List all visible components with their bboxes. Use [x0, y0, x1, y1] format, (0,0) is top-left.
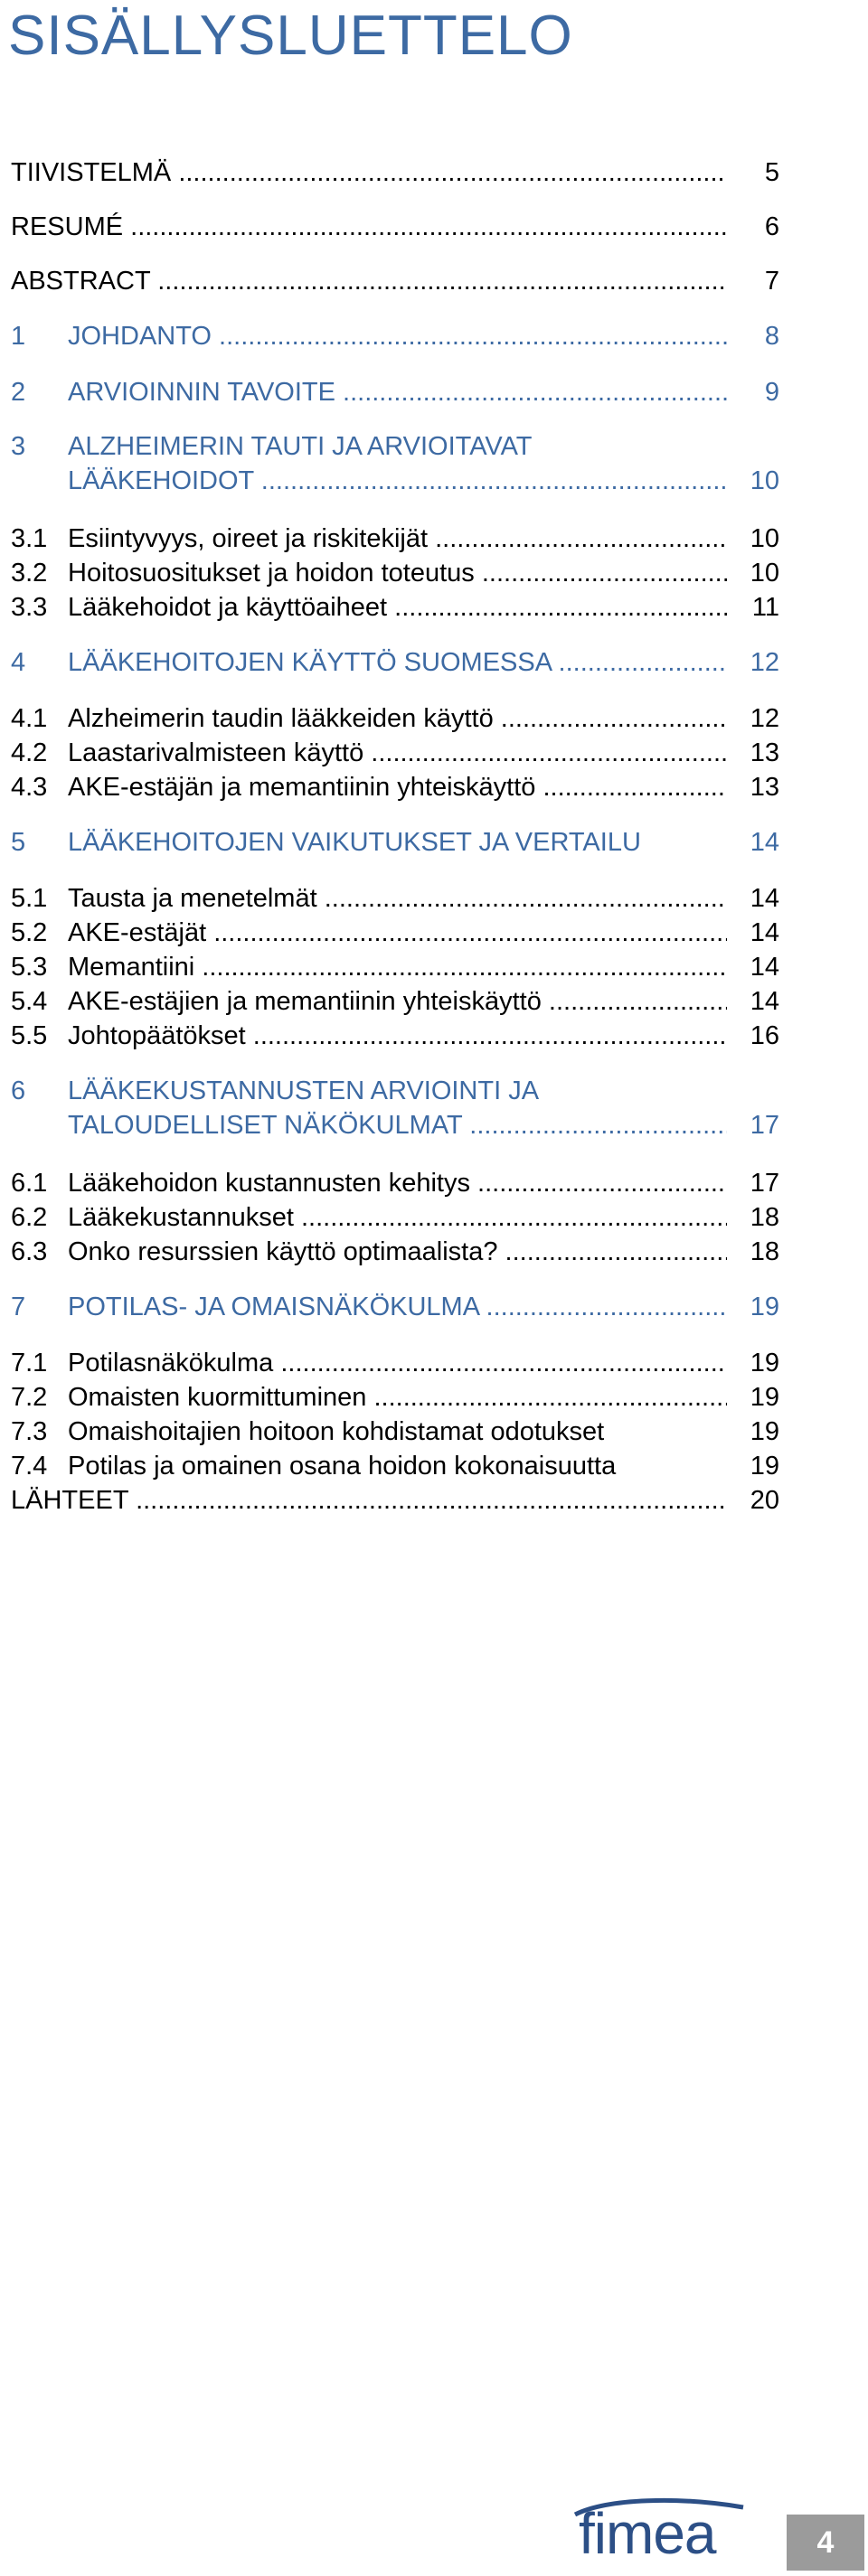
toc-entry-line	[11, 1346, 779, 1380]
toc-entry-number: 3.3	[11, 593, 48, 622]
toc-entry-title: Tausta ja menetelmät .....	[68, 881, 727, 916]
toc-entry-title: Laastarivalmisteen käyttö .....	[68, 736, 727, 770]
toc-entry-number: 4	[11, 648, 26, 677]
toc-entry-page-number: 10	[727, 522, 779, 556]
toc-entry-number: 6.3	[11, 1237, 48, 1266]
toc-entry-title: LÄÄKEKUSTANNUSTEN ARVIOINTI JA	[68, 1076, 540, 1105]
toc-entry-line	[11, 264, 779, 298]
toc-entry-page-number: 19	[727, 1380, 779, 1415]
toc-entry[interactable]	[11, 950, 779, 984]
toc-entry-title: Hoitosuositukset ja hoidon toteutus .....	[68, 556, 727, 590]
toc-entry-page-number: 7	[727, 264, 779, 298]
toc-entry-number: 7	[11, 1293, 26, 1321]
toc-entry-title: AKE-estäjän ja memantiinin yhteiskäyttö .....	[68, 770, 727, 804]
toc-entry-title: LÄÄKEHOIDOT .....	[68, 464, 727, 498]
toc-entry[interactable]	[11, 1290, 779, 1324]
toc-entry-title: Omaisten kuormittuminen .....	[68, 1380, 727, 1415]
toc-entry-line	[11, 1108, 779, 1142]
toc-entry-title: LÄÄKEHOITOJEN VAIKUTUKSET JA VERTAILU	[68, 828, 641, 857]
toc-entry[interactable]	[11, 1235, 779, 1269]
toc-entry-number: 3.1	[11, 524, 48, 553]
toc-entry-page-number: 14	[727, 916, 779, 950]
toc-entry-title: Potilas ja omainen osana hoidon kokonaisuutta	[68, 1452, 617, 1481]
toc-entry-page-number: 10	[727, 556, 779, 590]
toc-entry-line	[11, 1290, 779, 1324]
toc-entry-title: TIIVISTELMÄ .....	[11, 155, 727, 190]
toc-entry-page-number: 10	[727, 464, 779, 498]
toc-entry-page-number: 17	[727, 1108, 779, 1142]
fimea-logo	[571, 2495, 752, 2567]
toc-entry-page-number: 8	[727, 319, 779, 353]
toc-entry-line	[11, 950, 779, 984]
toc-entry[interactable]	[11, 155, 779, 190]
toc-entry-line	[11, 429, 779, 464]
toc-entry-line	[11, 825, 779, 860]
toc-entry-title: ALZHEIMERIN TAUTI JA ARVIOITAVAT	[68, 432, 533, 461]
toc-entry-number: 5.1	[11, 884, 48, 913]
toc-entry[interactable]	[11, 429, 779, 498]
toc-entry-title: AKE-estäjien ja memantiinin yhteiskäyttö .....	[68, 984, 727, 1019]
toc-entry-line	[11, 1200, 779, 1235]
toc-entry-title: AKE-estäjät .....	[68, 916, 727, 950]
toc-entry-number: 7.2	[11, 1383, 48, 1412]
toc-entry[interactable]	[11, 1449, 779, 1483]
toc-entry-title: Alzheimerin taudin lääkkeiden käyttö .....	[68, 701, 727, 736]
toc-entry[interactable]	[11, 736, 779, 770]
toc-entry-line	[11, 1449, 779, 1483]
toc-entry-line	[11, 1415, 779, 1449]
toc-entry-page-number: 12	[727, 701, 779, 736]
toc-entry-line	[11, 375, 779, 409]
toc-entry-title: Lääkehoidon kustannusten kehitys .....	[68, 1166, 727, 1200]
toc-entry-title: LÄÄKEHOITOJEN KÄYTTÖ SUOMESSA .....	[68, 645, 727, 680]
toc-entry-page-number: 19	[727, 1290, 779, 1324]
toc-entry-line	[11, 1483, 779, 1518]
toc-entry-page-number: 14	[727, 984, 779, 1019]
toc-entry-line	[11, 556, 779, 590]
toc-entry-line	[11, 1074, 779, 1108]
toc-entry-page-number: 17	[727, 1166, 779, 1200]
toc-entry-number: 4.3	[11, 773, 48, 802]
toc-entry-number: 5.4	[11, 987, 48, 1016]
toc-entry-number: 4.2	[11, 738, 48, 767]
toc-entry[interactable]	[11, 825, 779, 860]
toc-entry[interactable]	[11, 319, 779, 353]
toc-entry[interactable]	[11, 1200, 779, 1235]
toc-entry-number: 5.2	[11, 918, 48, 947]
toc-entry-line	[11, 464, 779, 498]
toc-entry-page-number: 12	[727, 645, 779, 680]
toc-entry-title: Potilasnäkökulma .....	[68, 1346, 727, 1380]
toc-entry-page-number: 11	[727, 590, 779, 625]
toc-entry[interactable]	[11, 556, 779, 590]
toc-entry[interactable]	[11, 770, 779, 804]
toc-entry[interactable]	[11, 701, 779, 736]
toc-entry-title: Onko resurssien käyttö optimaalista? .....	[68, 1235, 727, 1269]
toc-entry-page-number: 9	[727, 375, 779, 409]
toc-entry-number: 1	[11, 322, 26, 351]
toc-entry-number: 6.2	[11, 1203, 48, 1232]
toc-entry-title: RESUMÉ .....	[11, 210, 727, 244]
toc-entry-title: Esiintyvyys, oireet ja riskitekijät .....	[68, 522, 727, 556]
toc-entry[interactable]	[11, 984, 779, 1019]
toc-entry-title: Lääkehoidot ja käyttöaiheet .....	[68, 590, 727, 625]
toc-entry-number: 5	[11, 828, 26, 857]
toc-entry-title: LÄHTEET .....	[11, 1483, 727, 1518]
toc-entry-page-number: 18	[727, 1235, 779, 1269]
toc-entry-number: 5.3	[11, 953, 48, 982]
toc-entry-line	[11, 1380, 779, 1415]
toc-entry-title: Johtopäätökset .....	[68, 1019, 727, 1053]
page-title: SISÄLLYSLUETTELO	[8, 5, 573, 67]
toc-entry[interactable]	[11, 375, 779, 409]
toc-entry-line	[11, 210, 779, 244]
toc-entry-line	[11, 155, 779, 190]
toc-entry-page-number: 14	[727, 825, 779, 860]
toc-entry-number: 2	[11, 378, 26, 407]
toc-entry[interactable]	[11, 1415, 779, 1449]
toc-entry-page-number: 5	[727, 155, 779, 190]
toc-entry-line	[11, 1166, 779, 1200]
toc-entry-line	[11, 736, 779, 770]
toc-entry-page-number: 14	[727, 950, 779, 984]
toc-entry-line	[11, 319, 779, 353]
toc-entry[interactable]	[11, 590, 779, 625]
logo-text: fimea	[579, 2501, 716, 2566]
toc-entry-page-number: 13	[727, 736, 779, 770]
toc-entry[interactable]	[11, 645, 779, 680]
toc-entry[interactable]	[11, 881, 779, 916]
toc-entry-number: 6	[11, 1076, 26, 1105]
toc-entry[interactable]	[11, 1019, 779, 1053]
toc-entry[interactable]	[11, 1166, 779, 1200]
toc-entry-number: 5.5	[11, 1021, 48, 1050]
toc-entry-line	[11, 770, 779, 804]
toc-entry[interactable]	[11, 1346, 779, 1380]
toc-entry-title: ABSTRACT .....	[11, 264, 727, 298]
toc-entry-number: 7.4	[11, 1452, 48, 1481]
toc-entry[interactable]	[11, 522, 779, 556]
toc-entry-page-number: 20	[727, 1483, 779, 1518]
toc-entry[interactable]	[11, 264, 779, 298]
toc-entry-page-number: 6	[727, 210, 779, 244]
toc-entry[interactable]	[11, 210, 779, 244]
toc-entry-number: 6.1	[11, 1169, 48, 1198]
toc-entry-line	[11, 916, 779, 950]
toc-entry-title: TALOUDELLISET NÄKÖKULMAT .....	[68, 1108, 727, 1142]
toc-entry-line	[11, 1019, 779, 1053]
toc-entry-line	[11, 881, 779, 916]
toc-entry-title: ARVIOINNIN TAVOITE .....	[68, 375, 727, 409]
toc-entry-page-number: 16	[727, 1019, 779, 1053]
toc-entry-page-number: 18	[727, 1200, 779, 1235]
toc-entry-line	[11, 701, 779, 736]
toc-entry-title: Omaishoitajien hoitoon kohdistamat odotukset	[68, 1417, 605, 1446]
toc-entry-line	[11, 1235, 779, 1269]
toc-entry-page-number: 14	[727, 881, 779, 916]
toc-entry[interactable]	[11, 1483, 779, 1518]
toc-entry[interactable]	[11, 916, 779, 950]
toc-entry-number: 3.2	[11, 559, 48, 588]
toc-entry-page-number: 19	[727, 1449, 779, 1483]
toc-entry-number: 7.3	[11, 1417, 48, 1446]
toc-entry-number: 4.1	[11, 704, 48, 733]
toc-entry-line	[11, 590, 779, 625]
toc-entry-line	[11, 984, 779, 1019]
page-number-badge: 4	[787, 2515, 864, 2571]
toc-entry-title: POTILAS- JA OMAISNÄKÖKULMA .....	[68, 1290, 727, 1324]
toc-entry-title: Lääkekustannukset .....	[68, 1200, 727, 1235]
toc-entry-page-number: 19	[727, 1346, 779, 1380]
toc-entry-number: 3	[11, 432, 26, 461]
toc-entry[interactable]	[11, 1380, 779, 1415]
toc-entry-page-number: 13	[727, 770, 779, 804]
table-of-contents	[11, 0, 779, 1537]
toc-entry-title: Memantiini .....	[68, 950, 727, 984]
toc-entry-number: 7.1	[11, 1349, 48, 1377]
toc-entry[interactable]	[11, 1074, 779, 1142]
toc-entry-title: JOHDANTO .....	[68, 319, 727, 353]
toc-entry-line	[11, 522, 779, 556]
toc-entry-line	[11, 645, 779, 680]
toc-entry-page-number: 19	[727, 1415, 779, 1449]
